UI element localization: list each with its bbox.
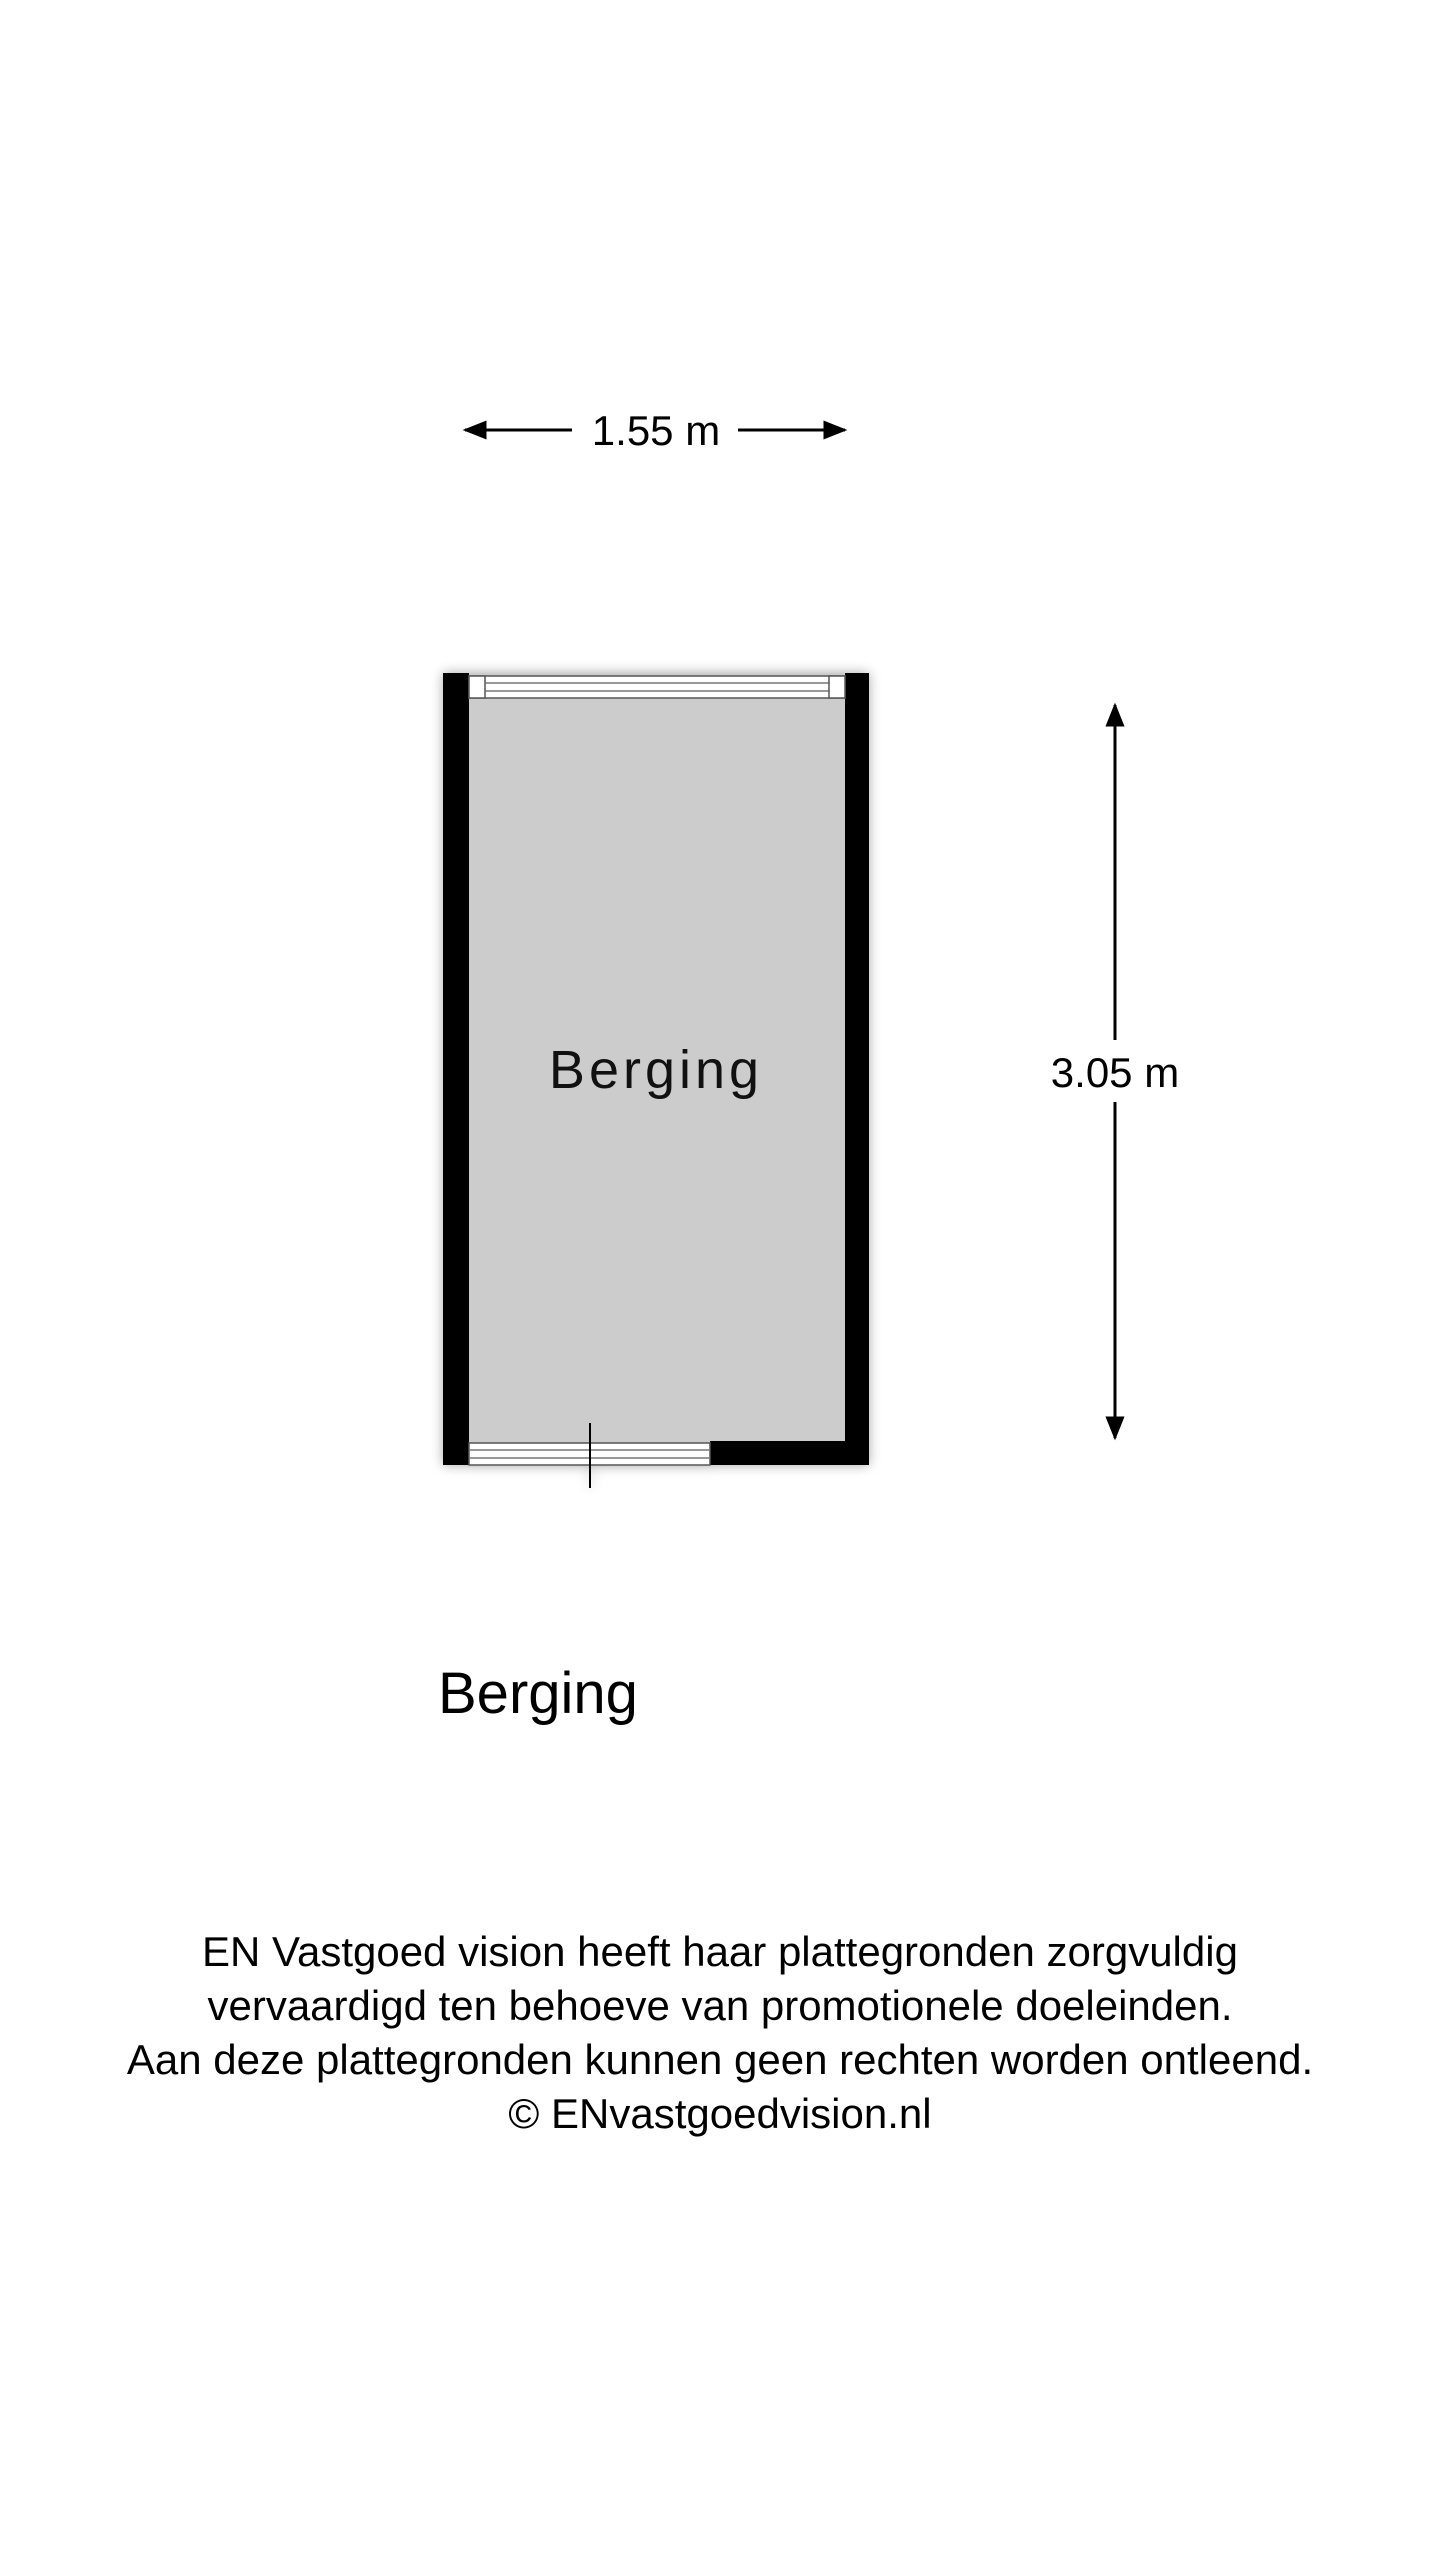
disclaimer-line: EN Vastgoed vision heeft haar plattegronden zorgvuldig [202, 1928, 1238, 1975]
disclaimer-line: Aan deze plattegronden kunnen geen rechten worden ontleend. [126, 2036, 1314, 2083]
disclaimer [0, 1925, 1440, 2141]
floor-title: Berging [438, 1661, 638, 1726]
copyright-line: © ENvastgoedvision.nl [508, 2090, 932, 2137]
wall-left [443, 673, 469, 1465]
disclaimer-line: vervaardigd ten behoeve van promotionele doeleinden. [207, 1982, 1233, 2029]
height-dimension-label: 3.05 m [1050, 1049, 1180, 1096]
width-dimension [465, 407, 845, 454]
wall-bottom [710, 1441, 869, 1465]
height-dimension [1051, 705, 1179, 1438]
room-label: Berging [548, 1040, 764, 1100]
wall-right [845, 673, 869, 1465]
top-window [469, 676, 845, 698]
width-dimension-label: 1.55 m [591, 407, 721, 454]
